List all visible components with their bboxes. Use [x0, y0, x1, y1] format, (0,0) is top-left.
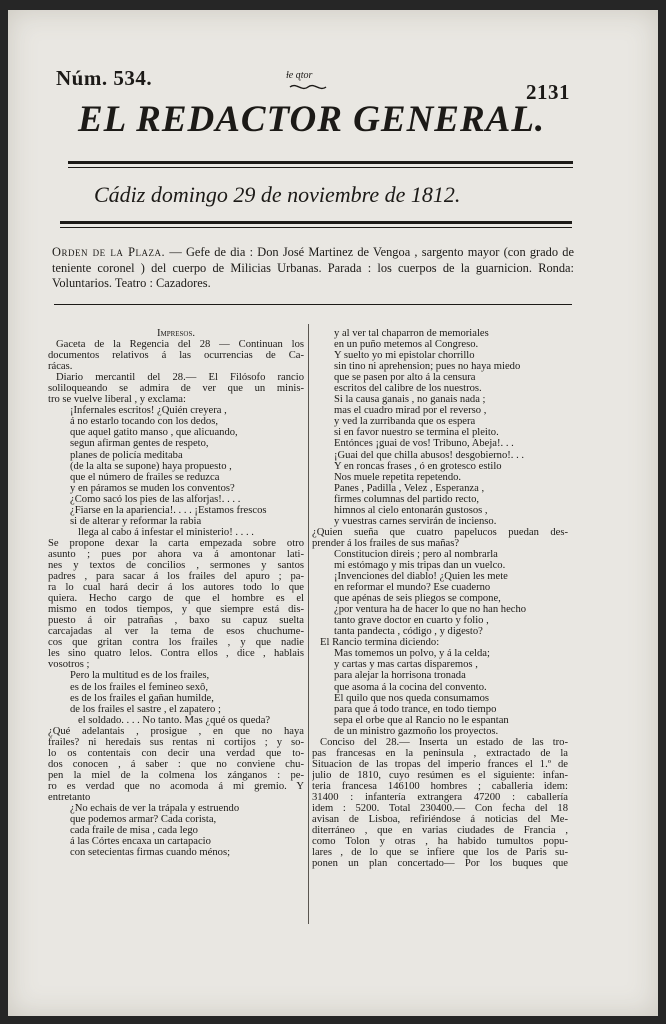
text-line: ¿Quien sueña que cuatro papelucos puedan des-	[312, 526, 568, 538]
issue-number: Núm. 534.	[56, 66, 153, 90]
text-line: Entónces ¡guai de vos! Tribuno, Abeja!. . .	[334, 438, 514, 450]
text-line: á las Córtes encaxa un cartapacio	[70, 836, 211, 848]
text-line: pas francesas en la peninsula , extractado de la	[312, 747, 568, 759]
text-line: que apénas de seis pliegos se compone,	[334, 593, 501, 605]
text-line: para que á todo trance, en todo tiempo	[334, 703, 497, 715]
text-line: que el número de frailes se reduzca	[70, 471, 220, 483]
text-line: ¿Como sacó los pies de las alforjas!. . . .	[70, 493, 241, 505]
text-line: teria francesa 146100 hombres ; caballeria idem:	[312, 780, 568, 792]
text-line: Y suelto yo mi epistolar chorrillo	[334, 350, 475, 362]
text-line: Pero la multitud es de los frailes,	[70, 670, 210, 682]
text-line: Conciso del 28.— Inserta un estado de las tro-	[320, 736, 568, 748]
text-line: que se pasen por alto á la censura	[334, 372, 476, 384]
text-line: sin tino ni aprehension; pues no haya miedo	[334, 361, 521, 373]
text-line: prender á los frailes de sus mañas?	[312, 537, 460, 549]
text-line: diterráneo , que en varias ciudades de Francia ,	[312, 825, 568, 837]
text-line: Y en roncas frases , ó en grotesco estilo	[334, 460, 502, 472]
text-line: firmes columnas del partido recto,	[334, 493, 480, 505]
text-line: es de los frailes el gañan humilde,	[70, 692, 214, 704]
masthead-title: EL REDACTOR GENERAL.	[78, 99, 546, 140]
text-line: planes de policía meditaba	[70, 449, 183, 461]
text-line: ro es verdad que no acomoda á mi gremio. Y	[48, 780, 304, 792]
text-line: si de alterar y reformar la rabia	[70, 515, 202, 527]
text-line: 31400 : infantería extrangera 47200 : caballería	[312, 791, 568, 803]
text-line: pen la miel de la colmena los zánganos : pe-	[48, 769, 304, 781]
text-line: mi estómago y mis tripas dan un vuelco.	[334, 559, 506, 571]
text-line: Panes , Padilla , Velez , Esperanza ,	[334, 482, 485, 494]
text-line: vosotros ;	[48, 659, 90, 671]
date-rule-thin	[60, 227, 572, 228]
plaza-order-notice	[52, 245, 574, 292]
date-line: Cádiz domingo 29 de noviembre de 1812.	[94, 182, 461, 207]
text-line: soliloqueando se admira de ver que un minis-	[48, 383, 304, 395]
flourish-icon	[288, 82, 328, 92]
text-line: que asoma á la cocina del convento.	[334, 681, 487, 693]
text-line: y vuestras carnes servirán de incienso.	[334, 515, 497, 527]
text-line: avisan de Lisboa, refiriéndose á noticias del Me-	[312, 814, 568, 826]
text-line: y al ver tal chaparron de memoriales	[334, 328, 489, 339]
text-line: con setecientas firmas cuando ménos;	[70, 847, 231, 859]
text-line: sepa el orbe que al Rancio no le espantan	[334, 714, 509, 726]
text-line: carcajadas al ver la tema de esos chuchume-	[48, 626, 304, 638]
header-ornament-text: ɫe ɋtor	[286, 70, 313, 81]
text-line: y en páramos se muden los conventos?	[70, 482, 235, 494]
text-line: Mas tomemos un polvo, y á la celda;	[334, 648, 490, 660]
text-line: idem : 5200. Total 230400.— Con fecha del 18	[312, 803, 568, 815]
text-line: les sino quatro lelos. Contra ellos , dice , hablais	[48, 648, 304, 660]
text-line: en reformar el mundo? Ese cuaderno	[334, 582, 491, 594]
text-line: (de la alta se supone) haya propuesto ,	[70, 460, 232, 472]
notice-body: — Gefe de dia : Don José Martinez de Vengoa , sargento mayor (con grado de teniente coronel ) del cuerpo de Milicias Urbanas. Parada : los cuerpos de la guarnicion. Ronda: Voluntarios. Teatro : Cazadores.	[52, 245, 575, 290]
text-line: y cartas y mas cartas disparemos ,	[334, 659, 478, 671]
text-line: segun afirman gentes de respeto,	[70, 438, 209, 450]
text-line: tanto grave doctor en cuarto y folio ,	[334, 615, 489, 627]
text-line: Nos muele repetita repetendo.	[334, 471, 462, 483]
text-line: ¡Guai del que chilla abusos! desgobierno!. . .	[334, 449, 525, 461]
text-line: en un puño metemos al Congreso.	[334, 339, 479, 351]
text-line: Situacion de las tropas del imperio frances el 1.º de	[312, 758, 568, 770]
text-line: Constitucion direis ; pero al nombrarla	[334, 548, 498, 560]
title-rule-thin	[68, 167, 573, 168]
text-line: Diario mercantil del 28.— El Filósofo rancio	[56, 372, 304, 384]
text-line: quiera. Hecho cargo de que el hombre es el	[48, 593, 304, 605]
text-line: dos conocen , á saber : que no conviene chu-	[48, 758, 304, 770]
right-column	[312, 328, 568, 869]
text-line: himnos al cielo entonarán gustosos ,	[334, 504, 488, 516]
text-line: llega al cabo á infestar el ministerio! . . . .	[78, 526, 254, 538]
text-line: á no estarlo tocando con los dedos,	[70, 416, 218, 428]
text-line: escritos del calibre de los nuestros.	[334, 383, 482, 395]
text-line: mas el cuadro mirad por el reverso ,	[334, 405, 487, 417]
text-line: que podemos armar? Cada corista,	[70, 814, 217, 826]
newspaper-page	[8, 10, 658, 1016]
text-line: frailes? ni heredais sus rentas ni cortijos ; y so-	[48, 736, 304, 748]
text-line: lares , de lo que se infiere que los de Paris su-	[312, 847, 568, 859]
text-line: como Tolon y otras , ha habido tumultos popu-	[312, 836, 568, 848]
text-line: asunto ; pues por ahora va á amontonar lati-	[48, 548, 304, 560]
text-line: tro se vuelve liberal , y exclama:	[48, 394, 186, 406]
text-line: El quilo que nos queda consumamos	[334, 692, 490, 704]
text-line: ¿Qué adelantais , prosigue , en que no haya	[48, 725, 304, 737]
text-line: lo os contentais con decir una verdad que to-	[48, 747, 304, 759]
text-line: julio de 1810, cuyo resúmen es el siguiente: infan-	[312, 769, 568, 781]
text-line: nes y textos de concilios , sermones y santos	[48, 559, 304, 571]
text-line: Se propone dexar la carta empezada sobre otro	[48, 537, 304, 549]
left-column	[48, 328, 304, 858]
text-line: El Rancio termina diciendo:	[320, 637, 440, 649]
text-line: Gaceta de la Regencia del 28 — Continuan los	[56, 339, 304, 351]
text-line: que aquel gatito manso , que alicuando,	[70, 427, 238, 439]
text-line: puesto á oir patrañas , baxo su capuz suelta	[48, 615, 304, 627]
title-rule-thick	[68, 161, 573, 164]
text-line: ¿por ventura ha de hacer lo que no han hecho	[334, 604, 527, 616]
text-line: ¡Invenciones del diablo! ¿Quien les mete	[334, 571, 508, 583]
date-rule-thick	[60, 221, 572, 224]
text-line: ra lo cual hará decir á los autores todo lo que	[48, 582, 304, 594]
notice-lead: Orden de la Plaza.	[52, 245, 166, 259]
text-line: documentos relativos á las ocurrencias de Ca-	[48, 350, 304, 362]
text-line: ¿No echais de ver la trápala y estruendo	[70, 803, 240, 815]
text-line: padres , para sacar á los frailes del apuro ; pa-	[48, 571, 304, 583]
text-line: ¡Infernales escritos! ¿Quién creyera ,	[70, 405, 227, 417]
text-line: para alejar la horrisona tronada	[334, 670, 466, 682]
text-line: de los frailes el sastre , el zapatero ;	[70, 703, 221, 715]
text-line: de un ministro gazmoño los proyectos.	[334, 725, 499, 737]
column-divider	[308, 324, 309, 924]
text-line: entretanto	[48, 791, 91, 803]
text-line: el soldado. . . . No tanto. Mas ¿qué os queda?	[78, 714, 271, 726]
text-line: y ved la zurribanda que os espera	[334, 416, 476, 428]
section-rule	[54, 304, 572, 305]
text-line: Si la causa ganais , no ganais nada ;	[334, 394, 486, 406]
text-line: cada fraile de misa , cada lego	[70, 825, 198, 837]
text-line: Impresos.	[156, 328, 196, 339]
text-line: mismo en todos tiempos, y que siempre está dis-	[48, 604, 304, 616]
text-line: ponen un plan concertado— Por los buques que	[312, 858, 568, 870]
text-line: si en favor nuestro se termina el pleito.	[334, 427, 499, 439]
text-line: tanta pandecta , código , y digesto?	[334, 626, 483, 638]
text-line: cos que gritan contra los frailes , y que nadie	[48, 637, 304, 649]
text-line: es de los frailes el femineo sexô,	[70, 681, 208, 693]
text-line: ¿Fiarse en la apariencia!. . . . ¡Estamos frescos	[70, 504, 267, 516]
page-number: 2131	[526, 80, 570, 104]
text-line: rácas.	[48, 361, 73, 373]
